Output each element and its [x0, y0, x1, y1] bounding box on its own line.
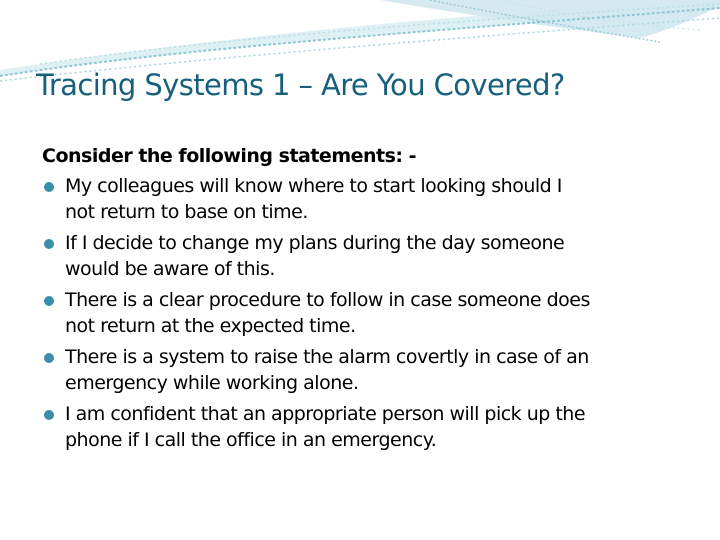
bullet-dot-icon — [44, 410, 54, 420]
intro-statement: Consider the following statements: - — [42, 145, 417, 167]
slide-title: Tracing Systems 1 – Are You Covered? — [36, 68, 565, 102]
list-item-line: emergency while working alone. — [65, 372, 359, 394]
bullet-dot-icon — [44, 239, 54, 249]
list-item-line: phone if I call the office in an emergency. — [65, 429, 437, 451]
list-item-line: My colleagues will know where to start looking should I — [65, 175, 562, 197]
list-item-line: If I decide to change my plans during the day someone — [65, 232, 565, 254]
list-item-line: not return at the expected time. — [65, 315, 356, 337]
list-item-line: I am confident that an appropriate person will pick up the — [65, 403, 586, 425]
bullet-dot-icon — [44, 182, 54, 192]
list-item — [42, 287, 692, 339]
list-item — [42, 230, 692, 282]
list-item-line: There is a clear procedure to follow in case someone does — [65, 289, 590, 311]
list-item — [42, 401, 692, 453]
bullet-dot-icon — [44, 296, 54, 306]
statement-list — [42, 173, 692, 453]
list-item-line: would be aware of this. — [65, 258, 275, 280]
list-item-line: not return to base on time. — [65, 201, 308, 223]
bullet-dot-icon — [44, 353, 54, 363]
list-item — [42, 173, 692, 225]
slide-body — [42, 141, 692, 458]
list-item-line: There is a system to raise the alarm covertly in case of an — [65, 346, 589, 368]
list-item — [42, 344, 692, 396]
